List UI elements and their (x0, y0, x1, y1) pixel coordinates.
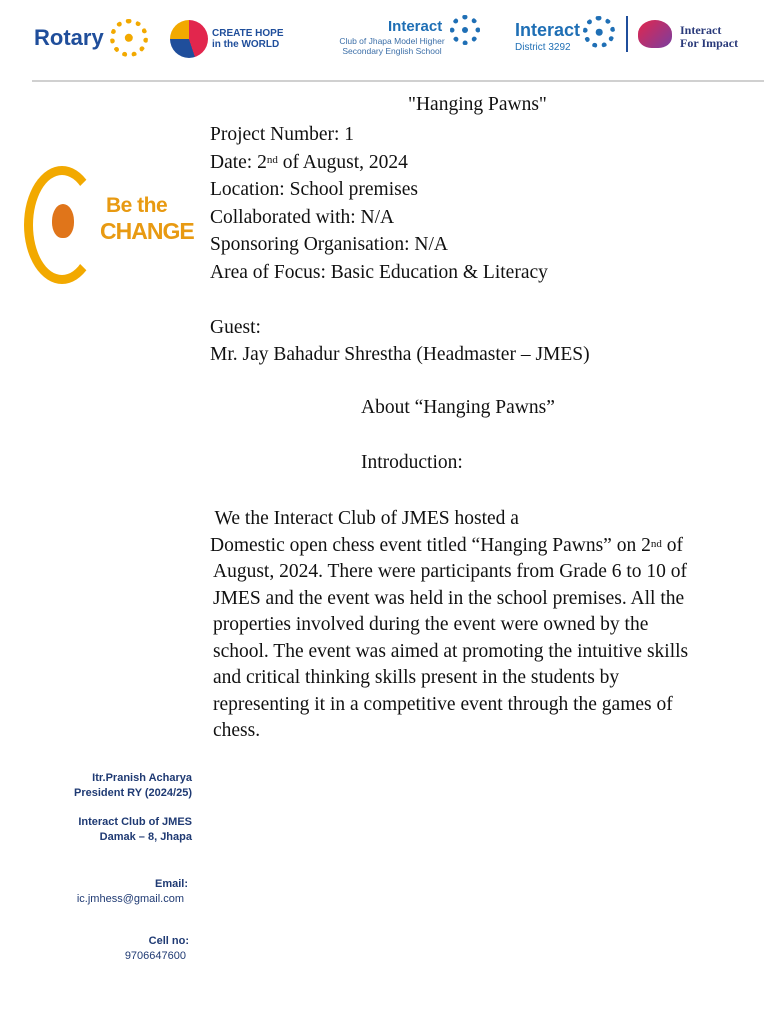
club-name: Interact Club of JMES (78, 816, 192, 828)
cell-label: Cell no: (148, 935, 189, 947)
contact-club (78, 815, 192, 845)
district-number: District 3292 (515, 42, 571, 53)
header-divider (32, 80, 764, 82)
guest-name: Mr. Jay Bahadur Shrestha (Headmaster – JMES) (210, 344, 590, 365)
project-location: Location: School premises (210, 179, 418, 200)
project-date (210, 149, 755, 177)
flame-icon (52, 204, 74, 238)
contact-cell-wrap (125, 949, 186, 964)
intro-line2-sup: nd (650, 537, 662, 550)
intro-line: representing it in a competitive event through the games of (213, 693, 673, 715)
logo-divider (626, 16, 628, 52)
introduction-heading: Introduction: (361, 452, 463, 473)
intro-line2-prefix: Domestic open chess event titled “Hanging Pawns” on 2 (210, 534, 651, 556)
date-sup: nd (266, 153, 278, 166)
intro-line: chess. (213, 720, 261, 741)
intro-line: properties involved during the event were owned by the (213, 614, 649, 635)
interact-district-wheel-icon (583, 16, 615, 48)
project-details (210, 121, 755, 369)
contact-cell-label-wrap (149, 934, 189, 949)
intro-line: August, 2024. There were participants from Grade 6 to 10 of (213, 561, 688, 582)
guest-label: Guest: (210, 316, 261, 338)
impact-line1: Interact (680, 23, 722, 37)
be-the-text: Be the (106, 194, 168, 217)
rotary-wheel-icon (110, 19, 148, 57)
cell-number: 9706647600 (124, 950, 186, 962)
club-address: Damak – 8, Jhapa (99, 831, 192, 843)
president-name: Itr.Pranish Acharya (92, 772, 192, 784)
intro-line: and critical thinking skills present in the students by (213, 667, 620, 688)
email-label: Email: (154, 878, 188, 890)
intro-line2-suffix: of (661, 534, 683, 556)
interact-school-logo (322, 14, 482, 60)
rotary-logo (34, 14, 154, 62)
rotary-wordmark: Rotary (34, 25, 104, 50)
interact-district-brand: Interact (515, 20, 581, 40)
intro-line (210, 533, 755, 560)
interact-district-logo (515, 14, 755, 60)
change-text: CHANGE (100, 218, 194, 244)
create-hope-icon (170, 20, 208, 58)
interact-school-brand: Interact (388, 18, 443, 35)
date-prefix: Date: 2 (210, 151, 267, 173)
contact-president (74, 771, 192, 801)
impact-line2: For Impact (680, 36, 739, 50)
impact-hands-icon (638, 20, 672, 48)
intro-line: We the Interact Club of JMES hosted a (210, 508, 519, 529)
project-title: "Hanging Pawns" (408, 94, 547, 115)
create-hope-line2: in the WORLD (212, 39, 280, 50)
create-hope-logo (170, 17, 288, 61)
interact-school-sub1: Club of Jhapa Model Higher (339, 36, 445, 46)
interact-school-sub2: Secondary English School (342, 46, 442, 56)
intro-line: JMES and the event was held in the school premises. All the (213, 587, 685, 609)
intro-line: school. The event was aimed at promoting the intuitive skills (213, 640, 689, 662)
project-area-of-focus: Area of Focus: Basic Education & Literacy (210, 261, 548, 283)
email-link[interactable]: ic.jmhess@gmail.com (76, 893, 184, 905)
date-suffix: of August, 2024 (277, 151, 408, 173)
introduction-paragraph (210, 506, 755, 745)
project-sponsoring: Sponsoring Organisation: N/A (210, 234, 448, 255)
contact-email-label-wrap (155, 877, 188, 892)
contact-email-wrap (77, 892, 184, 907)
be-the-change-logo (24, 160, 194, 286)
president-role: President RY (2024/25) (73, 787, 192, 799)
project-collaborated: Collaborated with: N/A (210, 206, 395, 228)
project-number: Project Number: 1 (210, 124, 355, 145)
create-hope-line1: CREATE HOPE (212, 28, 284, 39)
about-heading: About “Hanging Pawns” (361, 397, 555, 418)
